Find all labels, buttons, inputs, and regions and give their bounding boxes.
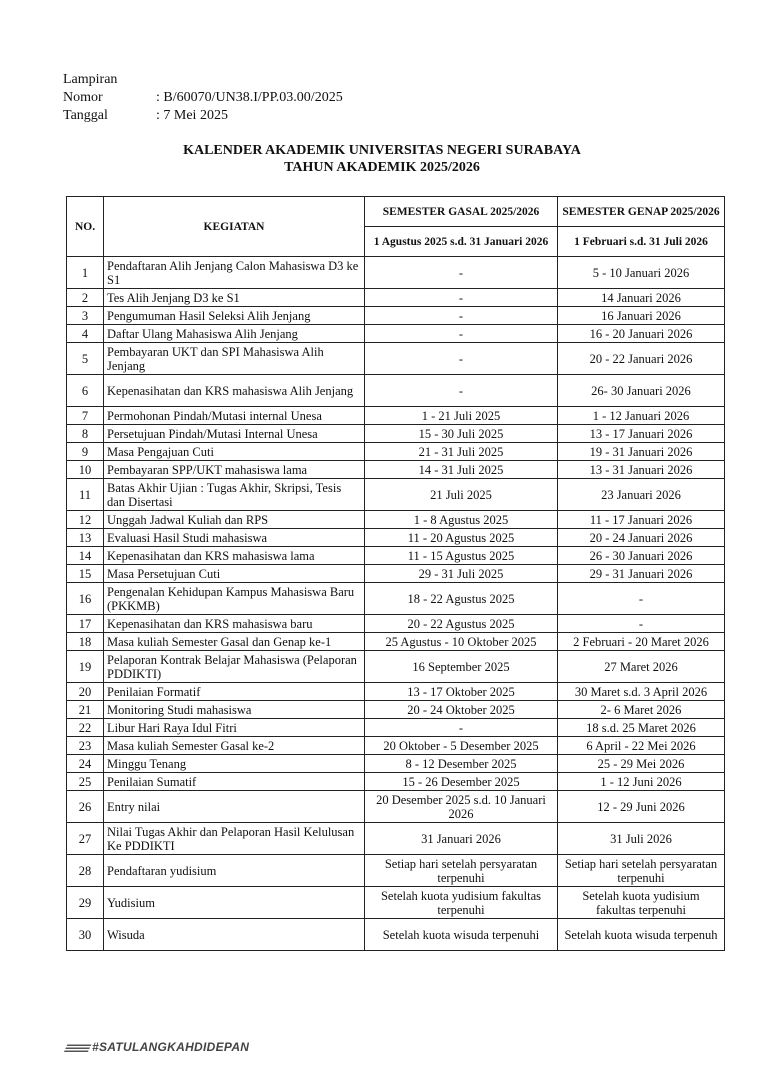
table-row bbox=[67, 461, 725, 479]
row-gasal: - bbox=[365, 307, 558, 325]
row-kegiatan: Pelaporan Kontrak Belajar Mahasiswa (Pelaporan PDDIKTI) bbox=[104, 651, 365, 683]
table-row bbox=[67, 719, 725, 737]
row-kegiatan: Unggah Jadwal Kuliah dan RPS bbox=[104, 511, 365, 529]
header-kegiatan: KEGIATAN bbox=[104, 197, 365, 257]
row-genap: 20 - 24 Januari 2026 bbox=[558, 529, 725, 547]
row-gasal: 21 - 31 Juli 2025 bbox=[365, 443, 558, 461]
row-gasal: 13 - 17 Oktober 2025 bbox=[365, 683, 558, 701]
row-number: 5 bbox=[67, 343, 104, 375]
table-row bbox=[67, 633, 725, 651]
row-gasal: 25 Agustus - 10 Oktober 2025 bbox=[365, 633, 558, 651]
row-gasal: - bbox=[365, 325, 558, 343]
row-genap: 2- 6 Maret 2026 bbox=[558, 701, 725, 719]
row-genap: 16 Januari 2026 bbox=[558, 307, 725, 325]
row-gasal: 1 - 8 Agustus 2025 bbox=[365, 511, 558, 529]
row-number: 20 bbox=[67, 683, 104, 701]
row-genap: 13 - 31 Januari 2026 bbox=[558, 461, 725, 479]
row-genap: Setiap hari setelah persyaratan terpenuhi bbox=[558, 855, 725, 887]
row-number: 7 bbox=[67, 407, 104, 425]
row-kegiatan: Permohonan Pindah/Mutasi internal Unesa bbox=[104, 407, 365, 425]
row-number: 30 bbox=[67, 919, 104, 951]
footer-hashtag-text: #SATULANGKAHDIDEPAN bbox=[92, 1040, 250, 1054]
speed-lines-icon bbox=[64, 1043, 92, 1052]
row-kegiatan: Entry nilai bbox=[104, 791, 365, 823]
row-number: 4 bbox=[67, 325, 104, 343]
row-number: 1 bbox=[67, 257, 104, 289]
table-row bbox=[67, 919, 725, 951]
row-genap: - bbox=[558, 583, 725, 615]
table-row bbox=[67, 307, 725, 325]
table-row bbox=[67, 529, 725, 547]
row-gasal: 21 Juli 2025 bbox=[365, 479, 558, 511]
table-row bbox=[67, 565, 725, 583]
row-kegiatan: Daftar Ulang Mahasiswa Alih Jenjang bbox=[104, 325, 365, 343]
document-title: KALENDER AKADEMIK UNIVERSITAS NEGERI SURABAYA bbox=[183, 143, 581, 158]
row-number: 3 bbox=[67, 307, 104, 325]
table-row bbox=[67, 343, 725, 375]
row-genap: 30 Maret s.d. 3 April 2026 bbox=[558, 683, 725, 701]
table-row bbox=[67, 257, 725, 289]
table-row bbox=[67, 755, 725, 773]
table-row bbox=[67, 289, 725, 307]
footer-hashtag bbox=[66, 1040, 249, 1054]
table-row bbox=[67, 701, 725, 719]
row-gasal: 11 - 20 Agustus 2025 bbox=[365, 529, 558, 547]
row-number: 24 bbox=[67, 755, 104, 773]
row-number: 28 bbox=[67, 855, 104, 887]
row-genap: 2 Februari - 20 Maret 2026 bbox=[558, 633, 725, 651]
row-gasal: 29 - 31 Juli 2025 bbox=[365, 565, 558, 583]
row-gasal: 31 Januari 2026 bbox=[365, 823, 558, 855]
row-number: 11 bbox=[67, 479, 104, 511]
row-genap: 31 Juli 2026 bbox=[558, 823, 725, 855]
document-subtitle: TAHUN AKADEMIK 2025/2026 bbox=[284, 160, 480, 175]
row-kegiatan: Batas Akhir Ujian : Tugas Akhir, Skripsi, Tesis dan Disertasi bbox=[104, 479, 365, 511]
row-genap: 6 April - 22 Mei 2026 bbox=[558, 737, 725, 755]
table-row bbox=[67, 325, 725, 343]
row-gasal: 11 - 15 Agustus 2025 bbox=[365, 547, 558, 565]
row-gasal: 20 - 24 Oktober 2025 bbox=[365, 701, 558, 719]
table-row bbox=[67, 615, 725, 633]
row-kegiatan: Wisuda bbox=[104, 919, 365, 951]
row-number: 16 bbox=[67, 583, 104, 615]
row-genap: 20 - 22 Januari 2026 bbox=[558, 343, 725, 375]
row-genap: 26- 30 Januari 2026 bbox=[558, 375, 725, 407]
row-genap: 13 - 17 Januari 2026 bbox=[558, 425, 725, 443]
row-gasal: 18 - 22 Agustus 2025 bbox=[365, 583, 558, 615]
row-kegiatan: Masa Pengajuan Cuti bbox=[104, 443, 365, 461]
row-genap: 5 - 10 Januari 2026 bbox=[558, 257, 725, 289]
row-genap: - bbox=[558, 615, 725, 633]
row-gasal: 20 - 22 Agustus 2025 bbox=[365, 615, 558, 633]
row-kegiatan: Yudisium bbox=[104, 887, 365, 919]
row-gasal: 14 - 31 Juli 2025 bbox=[365, 461, 558, 479]
table-row bbox=[67, 583, 725, 615]
row-genap: 1 - 12 Januari 2026 bbox=[558, 407, 725, 425]
row-gasal: - bbox=[365, 719, 558, 737]
row-number: 2 bbox=[67, 289, 104, 307]
row-genap: Setelah kuota wisuda terpenuh bbox=[558, 919, 725, 951]
row-kegiatan: Minggu Tenang bbox=[104, 755, 365, 773]
row-number: 8 bbox=[67, 425, 104, 443]
row-gasal: 15 - 30 Juli 2025 bbox=[365, 425, 558, 443]
row-kegiatan: Kepenasihatan dan KRS mahasiswa baru bbox=[104, 615, 365, 633]
row-gasal: - bbox=[365, 375, 558, 407]
table-row bbox=[67, 375, 725, 407]
row-kegiatan: Nilai Tugas Akhir dan Pelaporan Hasil Kelulusan Ke PDDIKTI bbox=[104, 823, 365, 855]
row-kegiatan: Masa kuliah Semester Gasal dan Genap ke-1 bbox=[104, 633, 365, 651]
row-gasal: Setelah kuota yudisium fakultas terpenuhi bbox=[365, 887, 558, 919]
row-number: 13 bbox=[67, 529, 104, 547]
row-number: 18 bbox=[67, 633, 104, 651]
row-gasal: 16 September 2025 bbox=[365, 651, 558, 683]
table-row bbox=[67, 887, 725, 919]
row-gasal: 20 Desember 2025 s.d. 10 Januari 2026 bbox=[365, 791, 558, 823]
row-gasal: Setiap hari setelah persyaratan terpenuhi bbox=[365, 855, 558, 887]
table-row bbox=[67, 547, 725, 565]
row-gasal: 15 - 26 Desember 2025 bbox=[365, 773, 558, 791]
row-kegiatan: Masa kuliah Semester Gasal ke-2 bbox=[104, 737, 365, 755]
row-kegiatan: Persetujuan Pindah/Mutasi Internal Unesa bbox=[104, 425, 365, 443]
row-kegiatan: Penilaian Sumatif bbox=[104, 773, 365, 791]
row-kegiatan: Pembayaran UKT dan SPI Mahasiswa Alih Jenjang bbox=[104, 343, 365, 375]
row-kegiatan: Libur Hari Raya Idul Fitri bbox=[104, 719, 365, 737]
academic-calendar-table bbox=[66, 196, 725, 951]
header-gasal-range: 1 Agustus 2025 s.d. 31 Januari 2026 bbox=[365, 227, 558, 257]
row-kegiatan: Pengumuman Hasil Seleksi Alih Jenjang bbox=[104, 307, 365, 325]
row-gasal: - bbox=[365, 289, 558, 307]
row-kegiatan: Pendaftaran yudisium bbox=[104, 855, 365, 887]
row-number: 23 bbox=[67, 737, 104, 755]
row-gasal: 1 - 21 Juli 2025 bbox=[365, 407, 558, 425]
header-no: NO. bbox=[67, 197, 104, 257]
tanggal-value: : 7 Mei 2025 bbox=[156, 108, 228, 123]
row-number: 19 bbox=[67, 651, 104, 683]
row-genap: 11 - 17 Januari 2026 bbox=[558, 511, 725, 529]
nomor-label: Nomor bbox=[63, 90, 103, 105]
letter-header bbox=[63, 71, 343, 125]
table-row bbox=[67, 443, 725, 461]
row-genap: 12 - 29 Juni 2026 bbox=[558, 791, 725, 823]
row-kegiatan: Penilaian Formatif bbox=[104, 683, 365, 701]
row-number: 21 bbox=[67, 701, 104, 719]
row-genap: 1 - 12 Juni 2026 bbox=[558, 773, 725, 791]
row-gasal: Setelah kuota wisuda terpenuhi bbox=[365, 919, 558, 951]
tanggal-label: Tanggal bbox=[63, 108, 108, 123]
nomor-value: : B/60070/UN38.I/PP.03.00/2025 bbox=[156, 90, 343, 105]
row-number: 9 bbox=[67, 443, 104, 461]
row-genap: 14 Januari 2026 bbox=[558, 289, 725, 307]
row-genap: 16 - 20 Januari 2026 bbox=[558, 325, 725, 343]
row-kegiatan: Pengenalan Kehidupan Kampus Mahasiswa Baru (PKKMB) bbox=[104, 583, 365, 615]
row-kegiatan: Kepenasihatan dan KRS mahasiswa Alih Jenjang bbox=[104, 375, 365, 407]
row-genap: 18 s.d. 25 Maret 2026 bbox=[558, 719, 725, 737]
row-number: 27 bbox=[67, 823, 104, 855]
table-row bbox=[67, 425, 725, 443]
row-kegiatan: Kepenasihatan dan KRS mahasiswa lama bbox=[104, 547, 365, 565]
table-row bbox=[67, 773, 725, 791]
row-number: 6 bbox=[67, 375, 104, 407]
table-row bbox=[67, 823, 725, 855]
row-gasal: - bbox=[365, 343, 558, 375]
row-gasal: - bbox=[365, 257, 558, 289]
row-gasal: 8 - 12 Desember 2025 bbox=[365, 755, 558, 773]
table-row bbox=[67, 855, 725, 887]
row-genap: 25 - 29 Mei 2026 bbox=[558, 755, 725, 773]
row-kegiatan: Tes Alih Jenjang D3 ke S1 bbox=[104, 289, 365, 307]
row-genap: 29 - 31 Januari 2026 bbox=[558, 565, 725, 583]
row-number: 17 bbox=[67, 615, 104, 633]
header-semester-genap: SEMESTER GENAP 2025/2026 bbox=[558, 197, 725, 227]
row-genap: 23 Januari 2026 bbox=[558, 479, 725, 511]
header-semester-gasal: SEMESTER GASAL 2025/2026 bbox=[365, 197, 558, 227]
row-kegiatan: Pendaftaran Alih Jenjang Calon Mahasiswa D3 ke S1 bbox=[104, 257, 365, 289]
row-kegiatan: Evaluasi Hasil Studi mahasiswa bbox=[104, 529, 365, 547]
table-row bbox=[67, 511, 725, 529]
header-genap-range: 1 Februari s.d. 31 Juli 2026 bbox=[558, 227, 725, 257]
row-genap: 27 Maret 2026 bbox=[558, 651, 725, 683]
row-genap: 19 - 31 Januari 2026 bbox=[558, 443, 725, 461]
row-number: 22 bbox=[67, 719, 104, 737]
row-number: 25 bbox=[67, 773, 104, 791]
row-kegiatan: Pembayaran SPP/UKT mahasiswa lama bbox=[104, 461, 365, 479]
table-row bbox=[67, 479, 725, 511]
row-number: 12 bbox=[67, 511, 104, 529]
row-number: 29 bbox=[67, 887, 104, 919]
lampiran-label: Lampiran bbox=[63, 72, 118, 87]
row-number: 15 bbox=[67, 565, 104, 583]
table-body bbox=[67, 257, 725, 951]
row-number: 14 bbox=[67, 547, 104, 565]
row-number: 10 bbox=[67, 461, 104, 479]
table-row bbox=[67, 651, 725, 683]
row-kegiatan: Monitoring Studi mahasiswa bbox=[104, 701, 365, 719]
row-genap: 26 - 30 Januari 2026 bbox=[558, 547, 725, 565]
row-genap: Setelah kuota yudisium fakultas terpenuhi bbox=[558, 887, 725, 919]
table-row bbox=[67, 407, 725, 425]
table-row bbox=[67, 791, 725, 823]
table-row bbox=[67, 683, 725, 701]
row-kegiatan: Masa Persetujuan Cuti bbox=[104, 565, 365, 583]
row-number: 26 bbox=[67, 791, 104, 823]
row-gasal: 20 Oktober - 5 Desember 2025 bbox=[365, 737, 558, 755]
table-row bbox=[67, 737, 725, 755]
